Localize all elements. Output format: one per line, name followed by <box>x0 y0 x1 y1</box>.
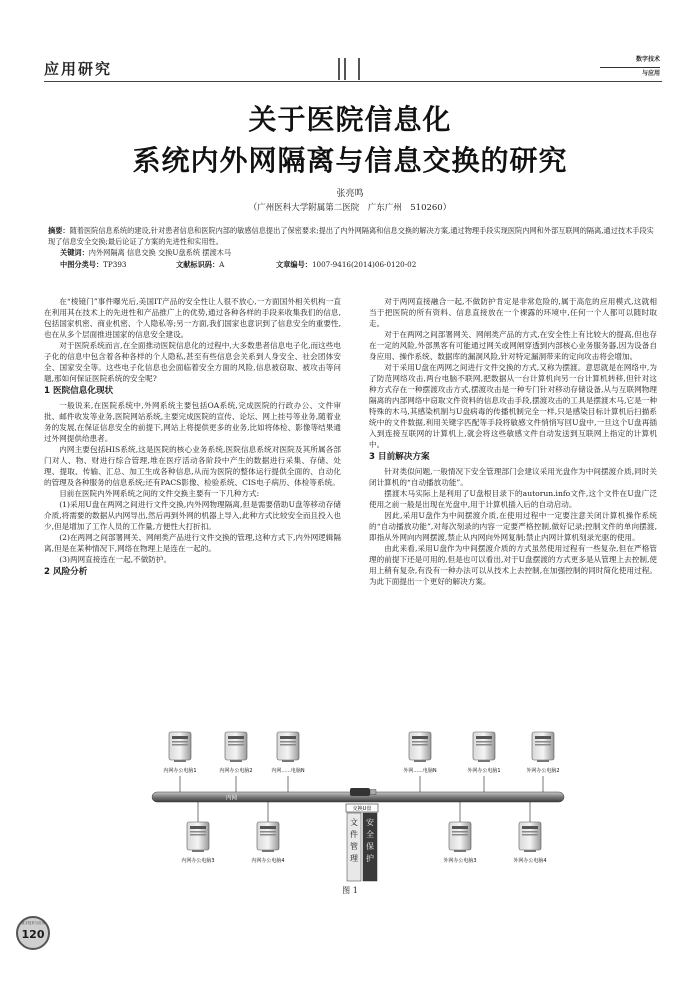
section-heading: 3 目前解决方案 <box>369 452 430 462</box>
right-column <box>369 296 657 587</box>
network-diagram <box>138 724 578 884</box>
paragraph: (2)在两网之间部署网关、网闸类产品进行文件交换的管理,这种方式下,内外网逻辑隔离,但是在某种情况下,网络在物理上是连在一起的。 <box>44 533 341 553</box>
paragraph: 内网主要包括HIS系统,这是医院的核心业务系统,医院信息系统对医院及其所属各部门对人、物、财进行综合管理,堆在医疗活动各阶段中产生的数据进行采集、存储、处理、提取、传输、汇总、加工生成各种信息,从而为医院的整体运行提供全面的、自动化的管理及各种服务的信息系统;还有PACS影像、检验系统、CIS电子病历、体检等系统。 <box>44 445 341 487</box>
node-label: 内网办公电脑4 <box>251 858 285 864</box>
node-label: 外网办公电脑4 <box>513 858 547 864</box>
author: 张亮鸣 <box>336 189 364 199</box>
node-label: 外网......电脑N <box>403 768 437 774</box>
page-number-badge <box>16 916 50 950</box>
affiliation: （广州医科大学附属第二医院 广东广州 510260） <box>248 203 452 213</box>
paragraph: 一般说来,在医院系统中,外网系统主要包括OA系统,完成医院的行政办公、文件审批、邮件收发等业务,医院网站系统,主要完成医院的宣传、论坛、网上挂号等业务,随着业务的发展,在保证信息安全的前提下,网站上将提供更多的业务,比如将体检、影像等结果通过外网提供给患者。 <box>44 401 341 443</box>
paragraph: 对于两网直接融合一起,不做防护肯定是非常危险的,属于高危的应用模式,这就相当于把医院的所有资料、信息直接放在一个裸露的环境中,任何一个人都可以随时取走。 <box>369 297 657 328</box>
paragraph: 因此,采用U盘作为中间摆渡介质,在使用过程中一定要注意关闭计算机操作系统的“自动播放功能”,对每次刻录的内容一定要严格控制,做好记录;控制文件的单向摆渡,即指从外网向内网摆渡,禁止从内网向外网复制;禁止内网计算机刻录光驱的使用。 <box>369 511 657 542</box>
node-label: 内网......电脑N <box>271 768 305 774</box>
paragraph: (3)两网直接连在一起,不做防护。 <box>59 555 172 564</box>
paragraph: 针对类似问题,一般情况下安全管理部门会建议采用光盘作为中间摆渡介质,同时关闭计算机的“自动播放功能”。 <box>369 467 657 487</box>
page-number: 120 <box>21 928 45 941</box>
section-heading: 2 风险分析 <box>44 567 88 577</box>
left-column <box>44 296 341 581</box>
journal-badge <box>600 55 660 80</box>
node-label: 外网办公电脑3 <box>443 858 477 864</box>
header-divider-bars <box>338 58 362 80</box>
clc-number: 中图分类号：TP393 <box>60 260 127 269</box>
journal-badge-top: 数字技术 <box>635 56 660 63</box>
paragraph: (1)采用U盘在两网之间进行文件交换,内外网物理隔离,但是需要借助U盘等移动存储介质,将需要的数据从内网导出,然后再到外网的机器上导入,此种方式比较安全而且投入也少,但是增加了工作人员的工作量,方便性大打折扣。 <box>44 500 341 531</box>
abstract-label: 摘要： <box>48 226 70 235</box>
paragraph: 由此来看,采用U盘作为中间摆渡介质的方式虽然使用过程有一些复杂,但在严格管理的前提下还是可用的,但是也可以看出,对于U盘摆渡的方式更多是从管理上去控制,使用上稍有复杂,有没有一种办法可以从技术上去控制,在加强控制的同时简化使用过程。为此下面提出一个更好的解决方案。 <box>369 544 657 586</box>
node-label: 内网办公电脑2 <box>219 768 253 774</box>
paragraph: 在“棱镜门”事件曝光后,美国IT产品的安全性让人很不放心,一方面国外相关机构一直在利用其在技术上的先进性和产品推广上的优势,通过各种各样的手段来收集我们的信息,包括国家机密、商业机密、个人隐私等;另一方面,我们国家也意识到了信息安全的重要性,也在从多个层面推进国家的信息安全建设。 <box>44 297 341 339</box>
file-management-label: 文件管理 <box>349 818 359 866</box>
abstract <box>48 226 654 247</box>
node-label: 外网办公电脑1 <box>467 768 501 774</box>
figure-caption: 图 1 <box>342 886 358 895</box>
paragraph: 目前在医院内外网系统之间的文件交换主要有一下几种方式: <box>59 489 260 498</box>
security-protection-label: 安全保护 <box>365 818 375 866</box>
abstract-text: 随着医院信息系统的建设,针对患者信息和医院内部的敏感信息提出了保密要求;提出了内外网隔离和信息交换的解决方案,通过物理手段实现医院内网和外部互联网的隔离,通过技术手段实现了信息安全交换;最后论证了方案的先进性和实用性。 <box>48 226 654 246</box>
paragraph: 对于采用U盘在两网之间进行文件交换的方式,又称为摆渡。意思就是在网络中,为了防范网络攻击,两台电脑不联网,把数据从一台计算机向另一台计算机转移,但针对这种方式存在一种摆渡攻击方式,摆渡攻击是一种专门针对移动存储设备,从与互联网物理隔离的内部网络中窃取文件资料的信息攻击手段,摆渡攻击的工具是摆渡木马,它是一种特殊的木马,其感染机制与U盘病毒的传播机制完全一样,只是感染目标计算机后扫描系统中的文件数据,利用关键字匹配等手段将敏感文件悄悄写回U盘中,一旦这个U盘再插入到连接互联网的计算机上,就会将这些敏感文件自动发送到互联网上指定的计算机中。 <box>369 363 657 449</box>
document-code: 文献标识码：A <box>176 260 225 269</box>
paragraph: 对于医院系统而言,在全面推动医院信息化的过程中,大多数患者信息电子化,而这些电子化的信息中包含着各种各样的个人隐私,甚至有些信息会关系到人身安全、社会团体安全、国家安全等。这些电子化信息也会面临着安全方面的风险,信息被窃取、被攻击等问题,那如何保证医院系统的安全呢? <box>44 341 341 383</box>
journal-badge-bottom: 与应用 <box>600 67 660 79</box>
section-heading: 1 医院信息化现状 <box>44 386 114 396</box>
intranet-label: 内网 <box>226 795 238 802</box>
exchange-label: 交换U盘 <box>352 806 372 812</box>
header-rule <box>44 81 662 82</box>
title-line-1: 关于医院信息化 <box>248 103 452 136</box>
title-line-2: 系统内外网隔离与信息交换的研究 <box>132 144 568 177</box>
paragraph: 对于在两网之间部署网关、网闸类产品的方式,在安全性上有比较大的提高,但也存在一定的风险,外部黑客有可能通过网关或网闸穿透到内部核心业务服务器,因为设备自身应用、操作系统、数据库的漏洞风险,针对特定漏洞带来的定向攻击将会增加。 <box>369 330 657 361</box>
paragraph: 摆渡木马实际上是利用了U盘根目录下的autorun.info文件,这个文件在U盘广泛使用之前一般是出现在光盘中,用于计算机插入后的自动启动。 <box>369 489 657 509</box>
article-number: 文章编号：1007-9416(2014)06-0120-02 <box>276 260 417 269</box>
section-label: 应用研究 <box>44 60 113 78</box>
node-label: 内网办公电脑1 <box>163 768 197 774</box>
node-label: 外网办公电脑2 <box>526 768 560 774</box>
page-badge-text: 数字技术与应用 <box>21 921 45 925</box>
keywords <box>60 248 654 259</box>
keywords-text: 内外网隔离 信息交换 交换U盘系统 摆渡木马 <box>88 248 232 257</box>
node-label: 内网办公电脑3 <box>181 858 215 864</box>
keywords-label: 关键词： <box>60 248 89 257</box>
